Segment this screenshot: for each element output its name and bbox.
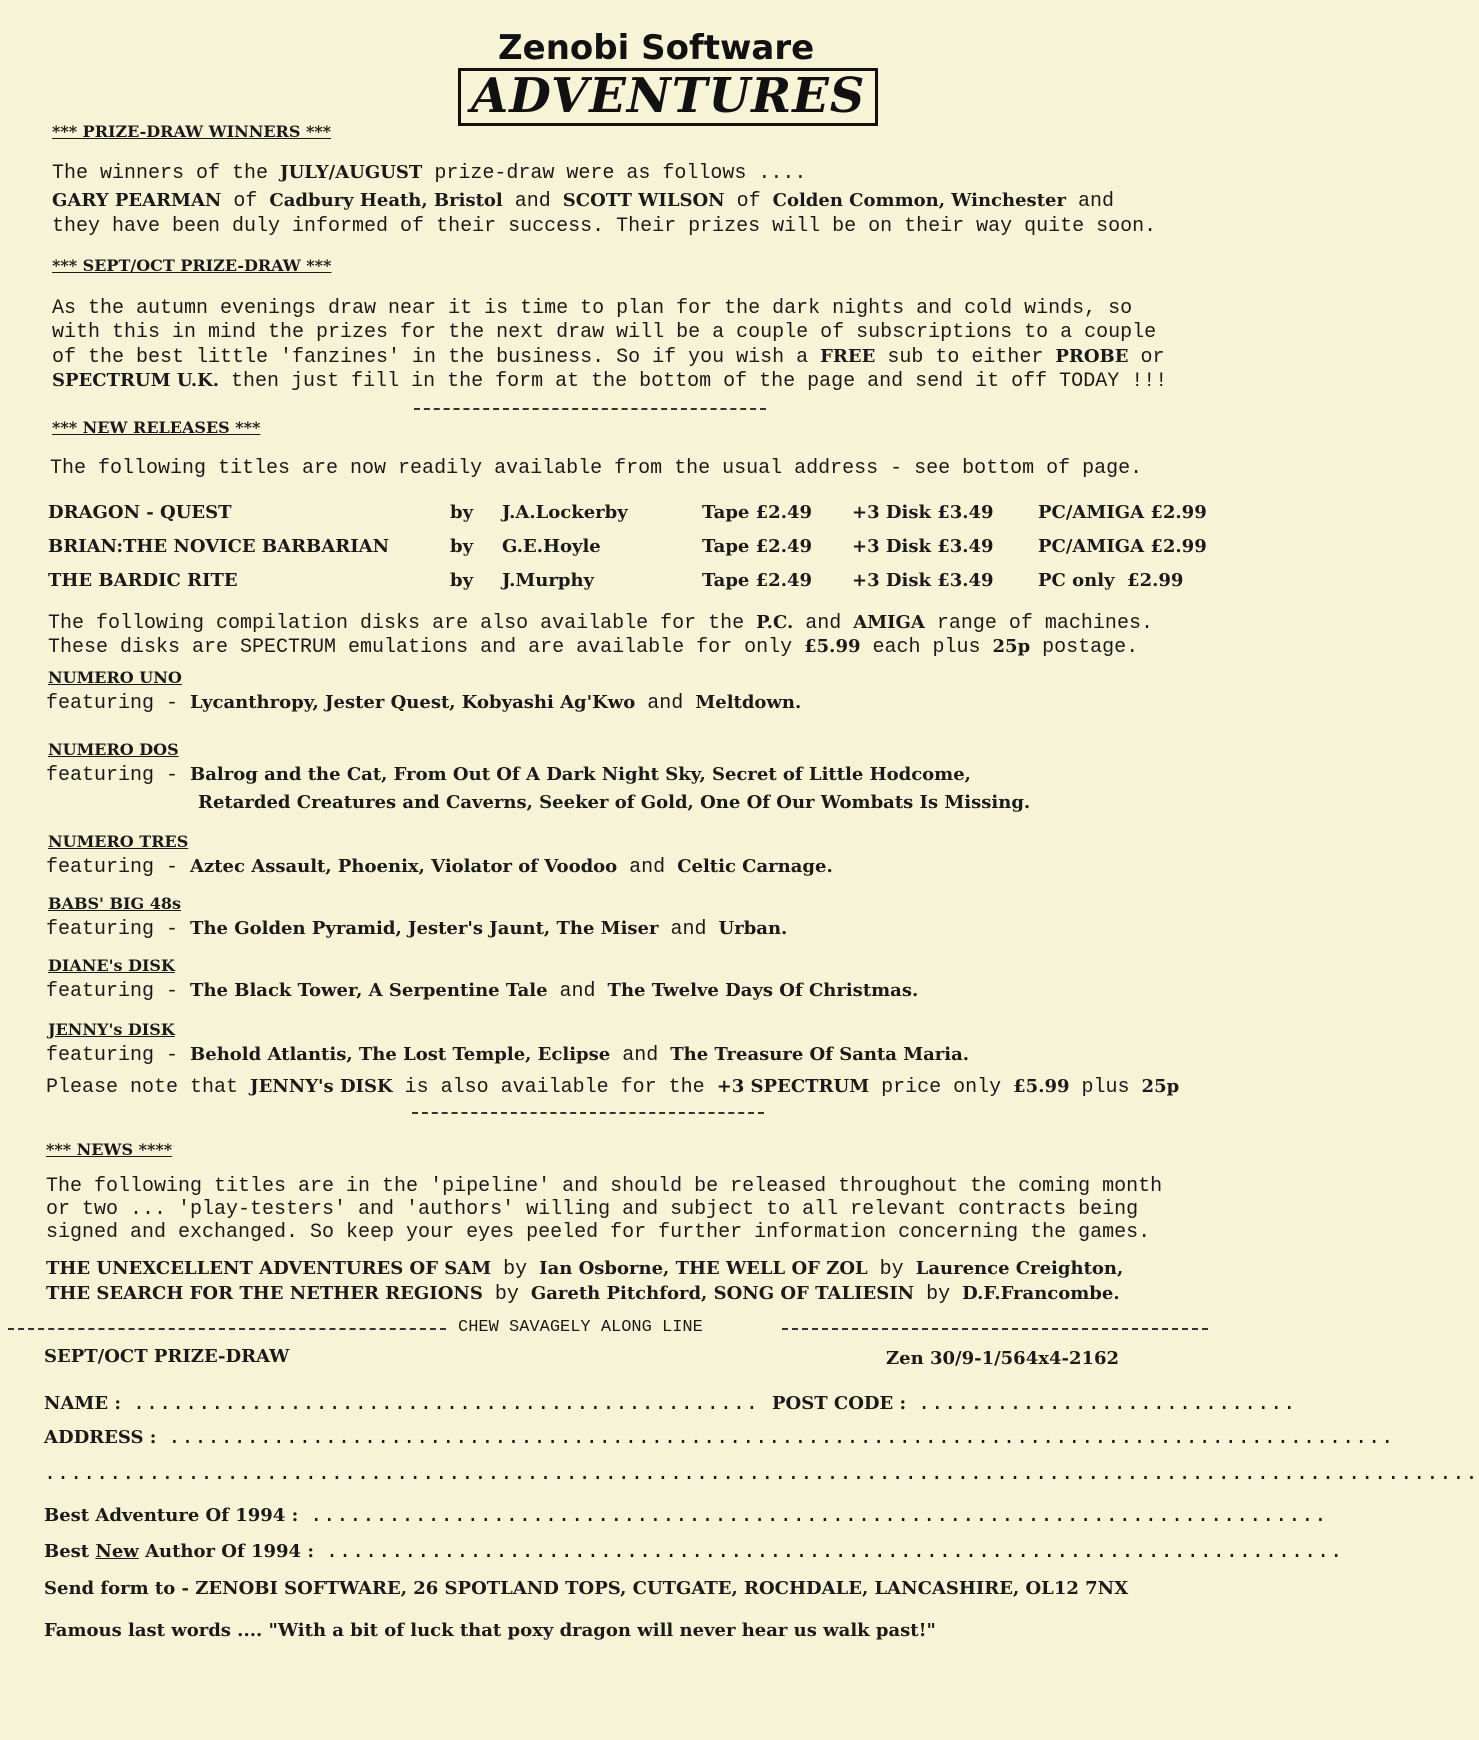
compilation-featuring (46, 764, 971, 787)
game-title: The Black Tower, A Serpentine Tale (190, 980, 548, 1001)
probe-text: PROBE (1055, 346, 1129, 367)
compilation-featuring (46, 856, 833, 879)
featuring-label: featuring - (46, 918, 179, 941)
text: The following compilation disks are also available for the (48, 612, 757, 635)
featuring-label: featuring - (46, 980, 179, 1003)
address-row (44, 1424, 1395, 1452)
news-line3: signed and exchanged. So keep your eyes peeled for further information concerning the games. (46, 1221, 1151, 1244)
disk-name: JENNY's DISK (250, 1076, 393, 1097)
form-title: SEPT/OCT PRIZE-DRAW (44, 1346, 290, 1367)
release-by: by (450, 536, 474, 557)
period-text: JULY/AUGUST (280, 162, 423, 183)
text: of the best little 'fanzines' in the business. So if you wish a (52, 346, 821, 369)
form-ref: Zen 30/9-1/564x4-2162 (886, 1348, 1120, 1369)
text: by (491, 1258, 540, 1281)
postcode-label: POST CODE : (772, 1393, 907, 1414)
release-by: by (450, 570, 474, 591)
release-disk-price: +3 Disk £3.49 (852, 502, 994, 523)
news-heading: *** NEWS **** (46, 1140, 173, 1159)
release-disk-price: +3 Disk £3.49 (852, 536, 994, 557)
postcode-field[interactable]: ............................. (918, 1390, 1297, 1414)
winner-name: GARY PEARMAN (52, 190, 222, 211)
release-pc-price: PC/AMIGA £2.99 (1038, 536, 1207, 557)
cut-line-label: CHEW SAVAGELY ALONG LINE (458, 1318, 703, 1337)
sept-oct-line2: with this in mind the prizes for the next draw will be a couple of subscriptions to a couple (52, 321, 1157, 344)
release-author: J.A.Lockerby (502, 502, 628, 523)
text: then just fill in the form at the bottom of the page and send it off TODAY !!! (219, 370, 1168, 393)
game-title: Balrog and the Cat, From Out Of A Dark Night Sky, Secret of Little Hodcome, (190, 764, 971, 785)
text: and (547, 980, 608, 1003)
text: prize-draw were as follows .... (422, 162, 807, 185)
text: These disks are SPECTRUM emulations and are available for only (48, 636, 805, 659)
logo-title: Zenobi Software (498, 28, 815, 68)
game-title: Ian Osborne, THE WELL OF ZOL (539, 1258, 868, 1279)
compilation-name: NUMERO TRES (48, 832, 189, 851)
name-row (44, 1390, 1297, 1418)
author-name: Laurence Creighton, (915, 1258, 1124, 1279)
compilation-name: NUMERO UNO (48, 668, 182, 687)
prize-winners-line1 (52, 162, 806, 185)
text: is also available for the (392, 1076, 717, 1099)
text: and (793, 612, 854, 635)
game-title: Gareth Pitchford, SONG OF TALIESIN (530, 1283, 915, 1304)
amiga-text: AMIGA (853, 612, 925, 633)
cut-line-left (8, 1328, 446, 1330)
text: and (617, 856, 678, 879)
news-line2: or two ... 'play-testers' and 'authors' willing and subject to all relevant contracts being (46, 1198, 1139, 1221)
game-title: Celtic Carnage. (677, 856, 833, 877)
compilation-featuring (46, 980, 918, 1003)
jenny-disk-note (46, 1076, 1179, 1099)
address-label: ADDRESS : (44, 1427, 157, 1448)
game-title: Lycanthropy, Jester Quest, Kobyashi Ag'Kwo (190, 692, 636, 713)
text: by (914, 1283, 963, 1306)
release-row (48, 502, 1218, 530)
winner-name: SCOTT WILSON (562, 190, 725, 211)
release-title: DRAGON - QUEST (48, 502, 232, 523)
prize-winners-line2 (52, 190, 1114, 213)
release-pc-price: PC only £2.99 (1038, 570, 1184, 591)
release-title: THE BARDIC RITE (48, 570, 238, 591)
game-title: The Twelve Days Of Christmas. (607, 980, 919, 1001)
prize-winners-heading: *** PRIZE-DRAW WINNERS *** (52, 122, 332, 141)
game-title: Behold Atlantis, The Lost Temple, Eclipse (190, 1044, 611, 1065)
game-title: THE UNEXCELLENT ADVENTURES OF SAM (46, 1258, 492, 1279)
text: or (1128, 346, 1165, 369)
release-pc-price: PC/AMIGA £2.99 (1038, 502, 1207, 523)
text: by (867, 1258, 916, 1281)
featuring-label: featuring - (46, 1044, 179, 1067)
game-title: Aztec Assault, Phoenix, Violator of Voodoo (190, 856, 618, 877)
release-row (48, 536, 1218, 564)
logo-adventures: ADVENTURES (458, 68, 878, 126)
compilation-featuring-cont: Retarded Creatures and Caverns, Seeker of Gold, One Of Our Wombats Is Missing. (198, 792, 1031, 813)
featuring-label: featuring - (46, 764, 179, 787)
compilation-featuring (46, 1044, 969, 1067)
divider (412, 1112, 764, 1114)
compilation-name: BABS' BIG 48s (48, 894, 181, 913)
game-title: THE SEARCH FOR THE NETHER REGIONS (46, 1283, 483, 1304)
text: sub to either (875, 346, 1056, 369)
text: and (658, 918, 719, 941)
spectrum-uk-text: SPECTRUM U.K. (52, 370, 220, 391)
compilation-intro-line1 (48, 612, 1153, 635)
compilation-featuring (46, 918, 787, 941)
game-title: Meltdown. (695, 692, 802, 713)
address-field-2[interactable]: .............................................................................................................. (44, 1460, 1479, 1484)
name-field[interactable]: ................................................ (133, 1390, 773, 1414)
news-line1: The following titles are in the 'pipeline' and should be released throughout the coming month (46, 1175, 1163, 1198)
divider (414, 408, 766, 410)
text: and (1065, 190, 1114, 213)
address-row-2 (44, 1460, 1479, 1488)
text: of (221, 190, 270, 213)
new-text: New (95, 1541, 139, 1562)
text: Best (44, 1541, 96, 1562)
price-text: £5.99 (804, 636, 861, 657)
name-label: NAME : (44, 1393, 121, 1414)
text: postage. (1030, 636, 1139, 659)
best-adventure-field[interactable]: .............................................................................. (310, 1502, 1328, 1526)
best-adventure-row (44, 1502, 1328, 1530)
pc-text: P.C. (756, 612, 794, 633)
winner-place: Colden Common, Winchester (772, 190, 1066, 211)
release-tape-price: Tape £2.49 (702, 502, 813, 523)
text: range of machines. (924, 612, 1153, 635)
price-text: £5.99 (1013, 1076, 1070, 1097)
compilation-intro-line2 (48, 636, 1138, 659)
compilation-name: DIANE's DISK (48, 956, 175, 975)
release-tape-price: Tape £2.49 (702, 570, 813, 591)
game-title: The Treasure Of Santa Maria. (670, 1044, 970, 1065)
release-disk-price: +3 Disk £3.49 (852, 570, 994, 591)
new-releases-heading: *** NEW RELEASES *** (52, 418, 261, 437)
text: The winners of the (52, 162, 281, 185)
postage-text: 25p (992, 636, 1031, 657)
text: and (502, 190, 563, 213)
text: of (724, 190, 773, 213)
release-row (48, 570, 1218, 598)
text: plus (1069, 1076, 1142, 1099)
release-tape-price: Tape £2.49 (702, 536, 813, 557)
sept-oct-line1: As the autumn evenings draw near it is time to plan for the dark nights and cold winds, so (52, 297, 1133, 320)
text: by (482, 1283, 531, 1306)
address-field[interactable]: .............................................................................................. (168, 1424, 1395, 1448)
text: and (610, 1044, 671, 1067)
compilation-name: NUMERO DOS (48, 740, 179, 759)
author-name: D.F.Francombe. (962, 1283, 1120, 1304)
winner-place: Cadbury Heath, Bristol (269, 190, 503, 211)
game-title: The Golden Pyramid, Jester's Jaunt, The Miser (190, 918, 659, 939)
release-title: BRIAN:THE NOVICE BARBARIAN (48, 536, 390, 557)
platform-text: +3 SPECTRUM (716, 1076, 870, 1097)
game-title: Urban. (718, 918, 788, 939)
compilation-featuring (46, 692, 801, 715)
release-author: J.Murphy (502, 570, 595, 591)
best-author-row (44, 1538, 1344, 1566)
featuring-label: featuring - (46, 856, 179, 879)
text: Please note that (46, 1076, 251, 1099)
text: each plus (860, 636, 993, 659)
text: price only (869, 1076, 1014, 1099)
featuring-label: featuring - (46, 692, 179, 715)
best-author-field[interactable]: .............................................................................. (326, 1538, 1344, 1562)
release-author: G.E.Hoyle (502, 536, 601, 557)
news-titles2 (46, 1283, 1120, 1306)
send-form-address: Send form to - ZENOBI SOFTWARE, 26 SPOTLAND TOPS, CUTGATE, ROCHDALE, LANCASHIRE, OL12 7NX (44, 1578, 1129, 1599)
sept-oct-line4 (52, 370, 1167, 393)
sept-oct-heading: *** SEPT/OCT PRIZE-DRAW *** (52, 256, 332, 275)
free-text: FREE (820, 346, 876, 367)
new-releases-intro: The following titles are now readily available from the usual address - see bottom of page. (50, 457, 1143, 480)
postage-text: 25p (1141, 1076, 1180, 1097)
best-adventure-label: Best Adventure Of 1994 : (44, 1505, 299, 1526)
text: and (635, 692, 696, 715)
text: Author Of 1994 : (138, 1541, 314, 1562)
release-by: by (450, 502, 474, 523)
cut-line-right (782, 1328, 1208, 1330)
compilation-name: JENNY's DISK (48, 1020, 175, 1039)
sept-oct-line3 (52, 346, 1164, 369)
famous-last-words: Famous last words .... "With a bit of luck that poxy dragon will never hear us walk past!" (44, 1620, 936, 1641)
news-titles1 (46, 1258, 1123, 1281)
prize-winners-line3: they have been duly informed of their success. Their prizes will be on their way quite soon. (52, 215, 1157, 238)
